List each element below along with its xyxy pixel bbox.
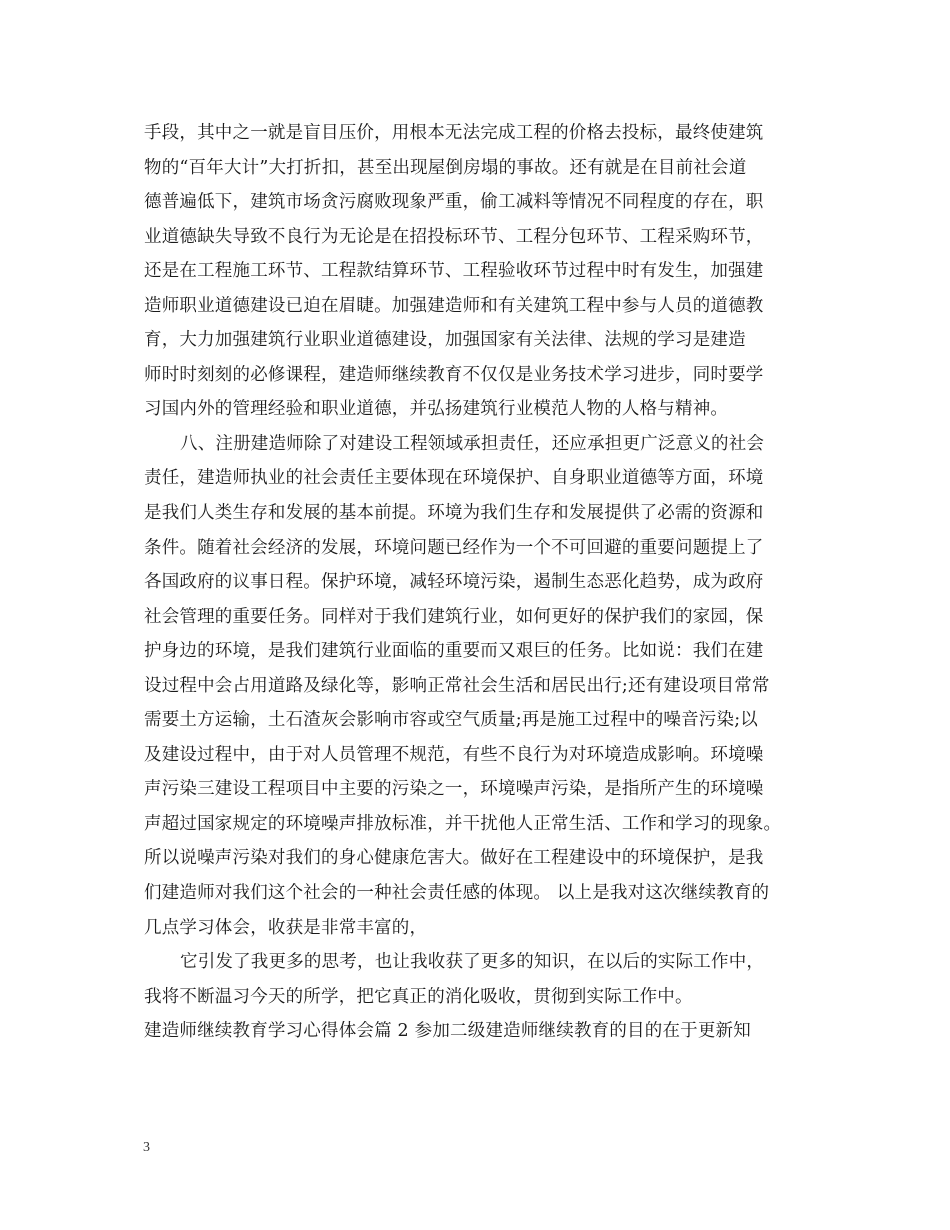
text-line: 们建造师对我们这个社会的一种社会责任感的体现。 以上是我对这次继续教育的 — [144, 883, 770, 904]
text-line: 护身边的环境，是我们建筑行业面临的重要而又艰巨的任务。比如说：我们在建 — [144, 641, 764, 662]
text-line: 德普遍低下，建筑市场贪污腐败现象严重，偷工减料等情况不同程度的存在，职 — [144, 192, 764, 213]
page-number: 3 — [143, 1140, 150, 1155]
text-line: 声超过国家规定的环境噪声排放标准，并干扰他人正常生活、工作和学习的现象。 — [144, 813, 782, 834]
text-line: 所以说噪声污染对我们的身心健康危害大。做好在工程建设中的环境保护，是我 — [144, 848, 764, 869]
text-line: 育，大力加强建筑行业职业道德建设，加强国家有关法律、法规的学习是建造 — [144, 330, 746, 351]
body-text — [144, 116, 824, 1049]
text-line: 八、注册建造师除了对建设工程领域承担责任，还应承担更广泛意义的社会 — [180, 433, 765, 454]
text-line: 是我们人类生存和发展的基本前提。环境为我们生存和发展提供了必需的资源和 — [144, 503, 764, 524]
text-line: 各国政府的议事日程。保护环境，减轻环境污染，遏制生态恶化趋势，成为政府 — [144, 572, 764, 593]
text-line: 它引发了我更多的思考，也让我收获了更多的知识，在以后的实际工作中， — [180, 952, 765, 973]
text-line: 物的“百年大计”大打折扣，甚至出现屋倒房塌的事故。还有就是在目前社会道 — [144, 157, 747, 178]
text-line: 条件。随着社会经济的发展，环境问题已经作为一个不可回避的重要问题提上了 — [144, 537, 764, 558]
text-line: 习国内外的管理经验和职业道德，并弘扬建筑行业模范人物的人格与精神。 — [144, 399, 729, 420]
text-line: 责任，建造师执业的社会责任主要体现在环境保护、自身职业道德等方面，环境 — [144, 468, 764, 489]
text-line: 需要土方运输，土石渣灰会影响市容或空气质量;再是施工过程中的噪音污染;以 — [144, 710, 758, 731]
text-line: 社会管理的重要任务。同样对于我们建筑行业，如何更好的保护我们的家园，保 — [144, 606, 764, 627]
text-line: 我将不断温习今天的所学，把它真正的消化吸收，贯彻到实际工作中。 — [144, 986, 693, 1007]
text-line: 建造师继续教育学习心得体会篇 2 参加二级建造师继续教育的目的在于更新知 — [144, 1021, 751, 1042]
text-line: 业道德缺失导致不良行为无论是在招投标环节、工程分包环节、工程采购环节， — [144, 226, 764, 247]
text-line: 几点学习体会，收获是非常丰富的， — [144, 917, 428, 938]
text-line: 造师职业道德建设已迫在眉睫。加强建造师和有关建筑工程中参与人员的道德教 — [144, 295, 764, 316]
text-line: 手段，其中之一就是盲目压价，用根本无法完成工程的价格去投标，最终使建筑 — [144, 123, 764, 143]
text-line: 声污染三建设工程项目中主要的污染之一，环境噪声污染，是指所产生的环境噪 — [144, 779, 764, 800]
text-line: 设过程中会占用道路及绿化等，影响正常社会生活和居民出行;还有建设项目常常 — [144, 675, 770, 696]
text-line: 还是在工程施工环节、工程款结算环节、工程验收环节过程中时有发生，加强建 — [144, 261, 764, 282]
text-line: 及建设过程中，由于对人员管理不规范，有些不良行为对环境造成影响。环境噪 — [144, 744, 764, 765]
text-line: 师时时刻刻的必修课程，建造师继续教育不仅仅是业务技术学习进步，同时要学 — [144, 364, 764, 385]
